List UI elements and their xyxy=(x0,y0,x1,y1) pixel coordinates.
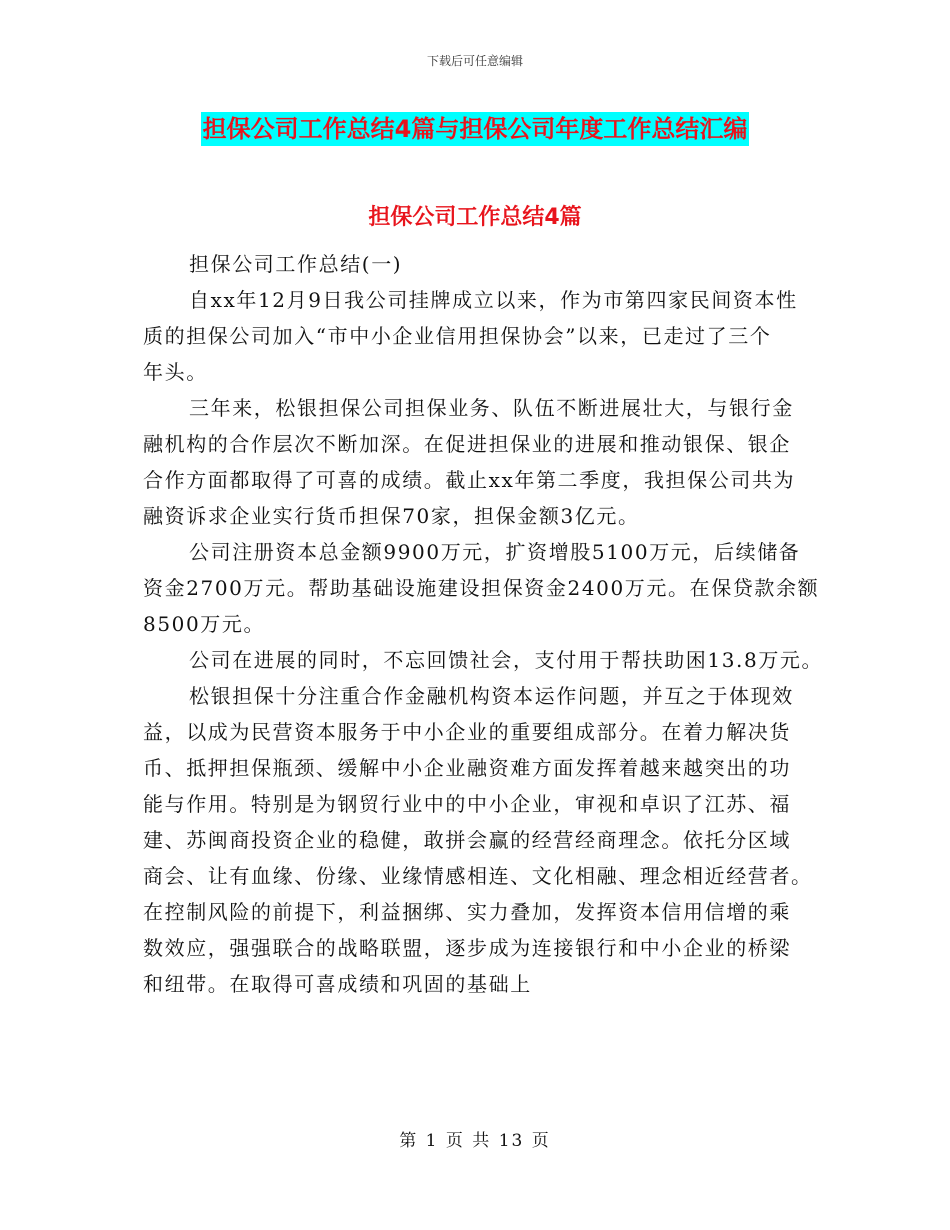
paragraph-line: 公司在进展的同时，不忘回馈社会，支付用于帮扶助困13.8万元。 xyxy=(189,648,824,672)
subheading: 担保公司工作总结(一) xyxy=(189,252,403,276)
paragraph xyxy=(143,678,819,1002)
paragraph-line: 在控制风险的前提下，利益捆绑、实力叠加，发挥资本信用信增的乘 xyxy=(143,900,791,924)
paragraph-line: 年头。 xyxy=(143,360,208,384)
paragraph-line: 自xx年12月9日我公司挂牌成立以来，作为市第四家民间资本性 xyxy=(189,288,798,312)
paragraph-line: 质的担保公司加入“市中小企业信用担保协会”以来，已走过了三个 xyxy=(143,324,772,348)
paragraph xyxy=(143,390,819,534)
page-footer: 第 1 页 共 13 页 xyxy=(399,1131,551,1151)
paragraph xyxy=(143,534,819,642)
document-title-wrapper xyxy=(0,112,950,146)
paragraph-line: 数效应，强强联合的战略联盟，逐步成为连接银行和中小企业的桥梁 xyxy=(143,936,791,960)
paragraph-line: 松银担保十分注重合作金融机构资本运作问题，并互之于体现效 xyxy=(189,684,794,708)
paragraph-line: 融资诉求企业实行货币担保70家，担保金额3亿元。 xyxy=(143,504,640,528)
paragraph-line: 能与作用。特别是为钢贸行业中的中小企业，审视和卓识了江苏、福 xyxy=(143,792,791,816)
section-title: 担保公司工作总结4篇 xyxy=(368,205,582,230)
paragraph-line: 币、抵押担保瓶颈、缓解中小企业融资难方面发挥着越来越突出的功 xyxy=(143,756,791,780)
paragraph-line: 融机构的合作层次不断加深。在促进担保业的进展和推动银保、银企 xyxy=(143,432,791,456)
paragraph-line: 合作方面都取得了可喜的成绩。截止xx年第二季度，我担保公司共为 xyxy=(143,468,796,492)
paragraph xyxy=(143,282,819,390)
paragraph-line: 资金2700万元。帮助基础设施建设担保资金2400万元。在保贷款余额 xyxy=(143,576,820,600)
document-body xyxy=(143,246,824,1002)
page-header: 下载后可任意编辑 xyxy=(426,54,523,68)
paragraph-line: 建、苏闽商投资企业的稳健，敢拼会赢的经营经商理念。依托分区域 xyxy=(143,828,791,852)
paragraph-line: 三年来，松银担保公司担保业务、队伍不断进展壮大，与银行金 xyxy=(189,396,794,420)
paragraph-line: 和纽带。在取得可喜成绩和巩固的基础上 xyxy=(143,972,532,996)
paragraph-line: 8500万元。 xyxy=(143,612,266,636)
paragraph-line: 公司注册资本总金额9900万元，扩资增股5100万元，后续储备 xyxy=(189,540,801,564)
paragraph xyxy=(143,642,824,678)
paragraph-line: 商会、让有血缘、份缘、业缘情感相连、文化相融、理念相近经营者。 xyxy=(143,864,813,888)
paragraph-line: 益，以成为民营资本服务于中小企业的重要组成部分。在着力解决货 xyxy=(143,720,791,744)
document-title: 担保公司工作总结4篇与担保公司年度工作总结汇编 xyxy=(201,112,750,146)
